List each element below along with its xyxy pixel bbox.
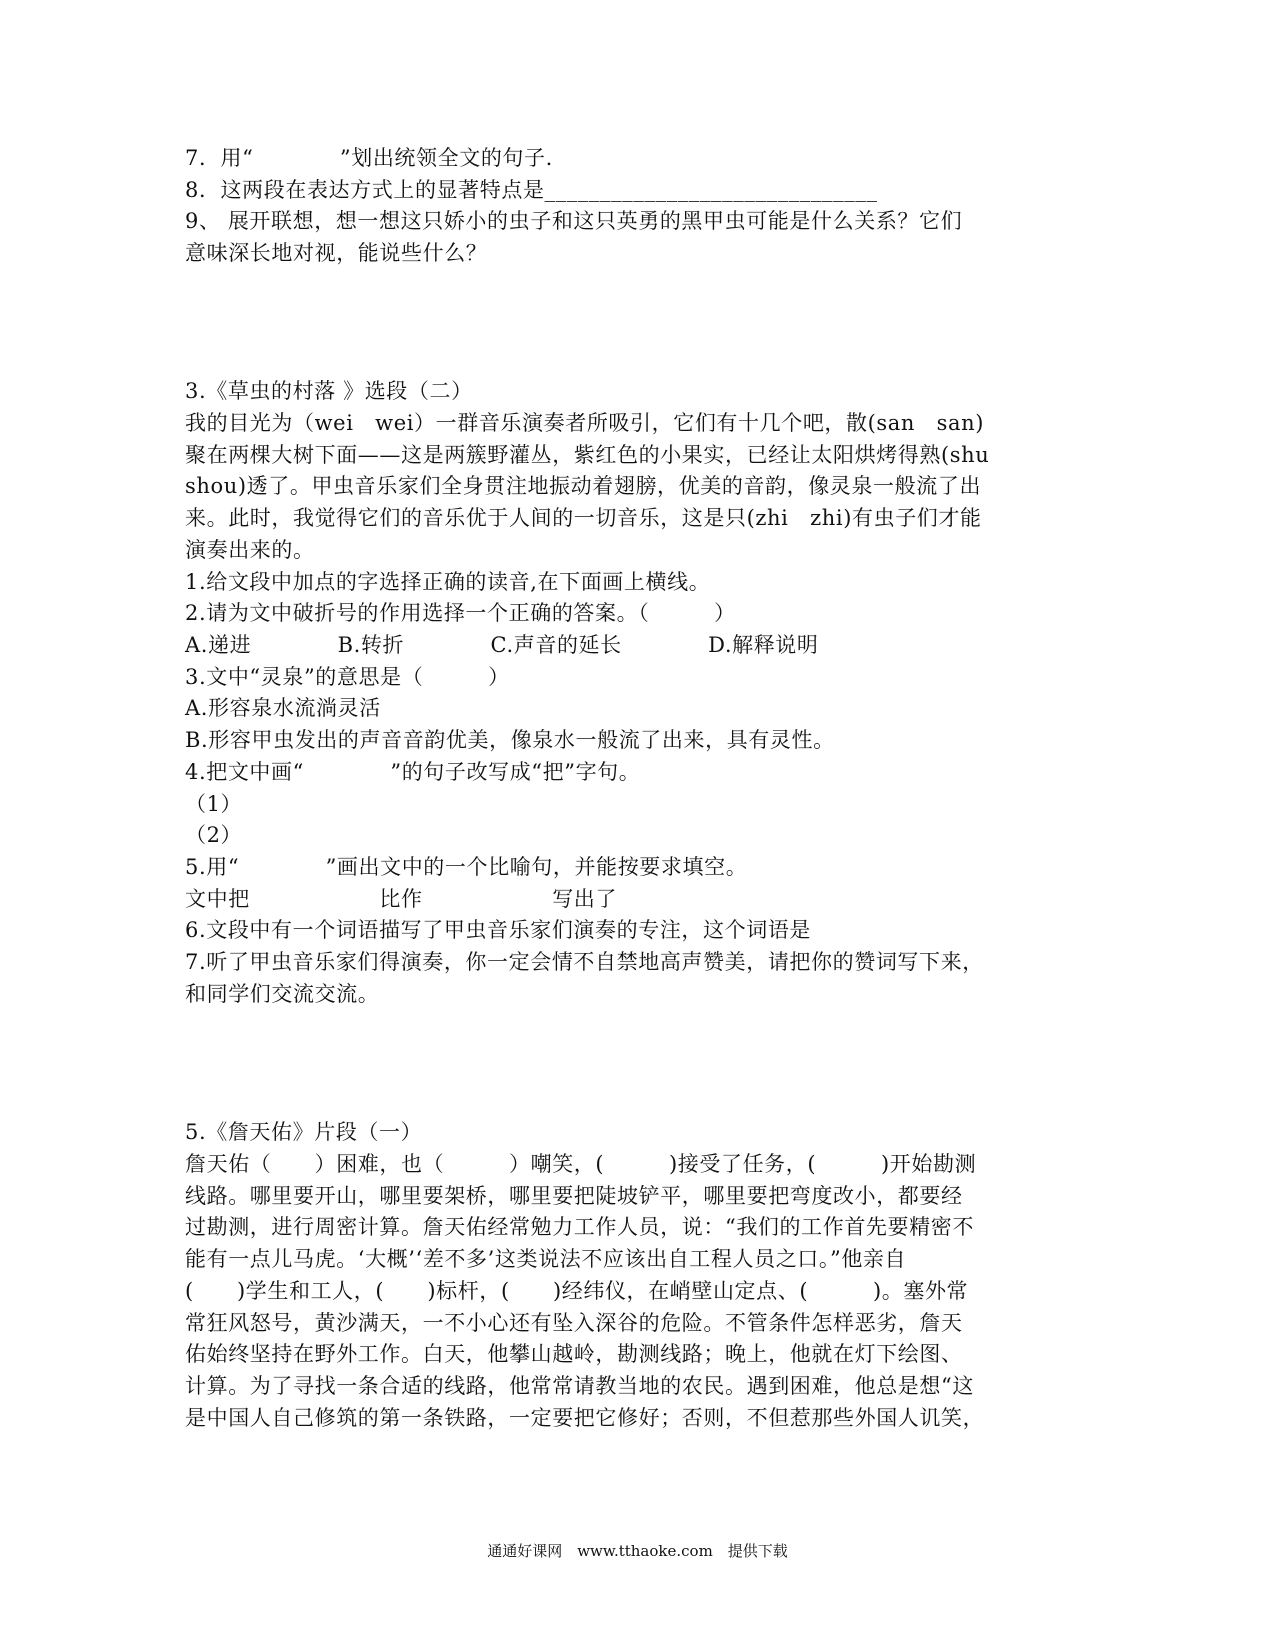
passage-line: 计算。为了寻找一条合适的线路，他常常请教当地的农民。遇到困难，他总是想“这	[185, 1374, 974, 1398]
question-line: 3.文中“灵泉”的意思是（ ）	[185, 665, 510, 689]
answer-option: B.形容甲虫发出的声音音韵优美，像泉水一般流了出来，具有灵性。	[185, 728, 835, 752]
answer-slot: （1）	[185, 792, 243, 816]
question-9-line-2: 意味深长地对视，能说些什么？	[185, 241, 488, 265]
passage-line: 佑始终坚持在野外工作。白天，他攀山越岭，勘测线路；晚上，他就在灯下绘图、	[185, 1342, 963, 1366]
question-line: 7.听了甲虫音乐家们得演奏，你一定会情不自禁地高声赞美，请把你的赞词写下来，	[185, 950, 984, 974]
question-line: 2.请为文中破折号的作用选择一个正确的答案。（ ）	[185, 601, 736, 625]
passage-line: ( )学生和工人，( )标杆，( )经纬仪，在峭壁山定点、( )。塞外常	[185, 1279, 969, 1303]
passage-line: 聚在两棵大树下面——这是两簇野灌丛，紫红色的小果实，已经让太阳烘烤得熟(shu	[185, 443, 990, 467]
passage-line: 来。此时，我觉得它们的音乐优于人间的一切音乐，这是只(zhi zhi)有虫子们才能	[185, 506, 982, 530]
question-line: 4.把文中画“ ”的句子改写成“把”字句。	[185, 760, 641, 784]
question-8: 8．这两段在表达方式上的显著特点是______________________________	[185, 178, 878, 202]
question-line: 6.文段中有一个词语描写了甲虫音乐家们演奏的专注，这个词语是	[185, 918, 812, 942]
passage-line: 是中国人自己修筑的第一条铁路，一定要把它修好；否则，不但惹那些外国人讥笑，	[185, 1406, 985, 1430]
section-title-zhantianyou: 5.《詹天佑》片段（一）	[185, 1120, 423, 1144]
passage-line: 能有一点儿马虎。‘大概’‘差不多’这类说法不应该出自工程人员之口。”他亲自	[185, 1247, 907, 1271]
passage-line: 过勘测，进行周密计算。詹天佑经常勉力工作人员，说：“我们的工作首先要精密不	[185, 1215, 974, 1239]
question-9-line-1: 9、 展开联想，想一想这只娇小的虫子和这只英勇的黑甲虫可能是什么关系？它们	[185, 209, 963, 233]
page-footer: 通通好课网 www.tthaoke.com 提供下载	[487, 1542, 788, 1560]
answer-slot: （2）	[185, 823, 243, 847]
section-title-caochong: 3.《草虫的村落 》选段（二）	[185, 379, 473, 403]
passage-line: 线路。哪里要开山，哪里要架桥，哪里要把陡坡铲平，哪里要把弯度改小，都要经	[185, 1184, 963, 1208]
passage-line: 我的目光为（wei wei）一群音乐演奏者所吸引，它们有十几个吧，散(san san)	[185, 411, 985, 435]
passage-line: 演奏出来的。	[185, 538, 315, 562]
question-line: 1.给文段中加点的字选择正确的读音,在下面画上横线。	[185, 570, 711, 594]
question-line: 5.用“ ”画出文中的一个比喻句，并能按要求填空。	[185, 855, 748, 879]
question-line: 和同学们交流交流。	[185, 982, 380, 1006]
passage-line: 常狂风怒号，黄沙满天，一不小心还有坠入深谷的危险。不管条件怎样恶劣，詹天	[185, 1311, 963, 1335]
passage-line: 詹天佑（ ）困难，也（ ）嘲笑，( )接受了任务，( )开始勘测	[185, 1152, 977, 1176]
question-7: 7．用“ ”划出统领全文的句子.	[185, 146, 553, 170]
answer-option: A.形容泉水流淌灵活	[185, 696, 381, 720]
passage-line: shou)透了。甲虫音乐家们全身贯注地振动着翅膀，优美的音韵，像灵泉一般流了出	[185, 474, 982, 498]
answer-options: A.递进 B.转折 C.声音的延长 D.解释说明	[185, 633, 819, 657]
fill-in-line: 文中把 比作 写出了	[185, 887, 617, 911]
